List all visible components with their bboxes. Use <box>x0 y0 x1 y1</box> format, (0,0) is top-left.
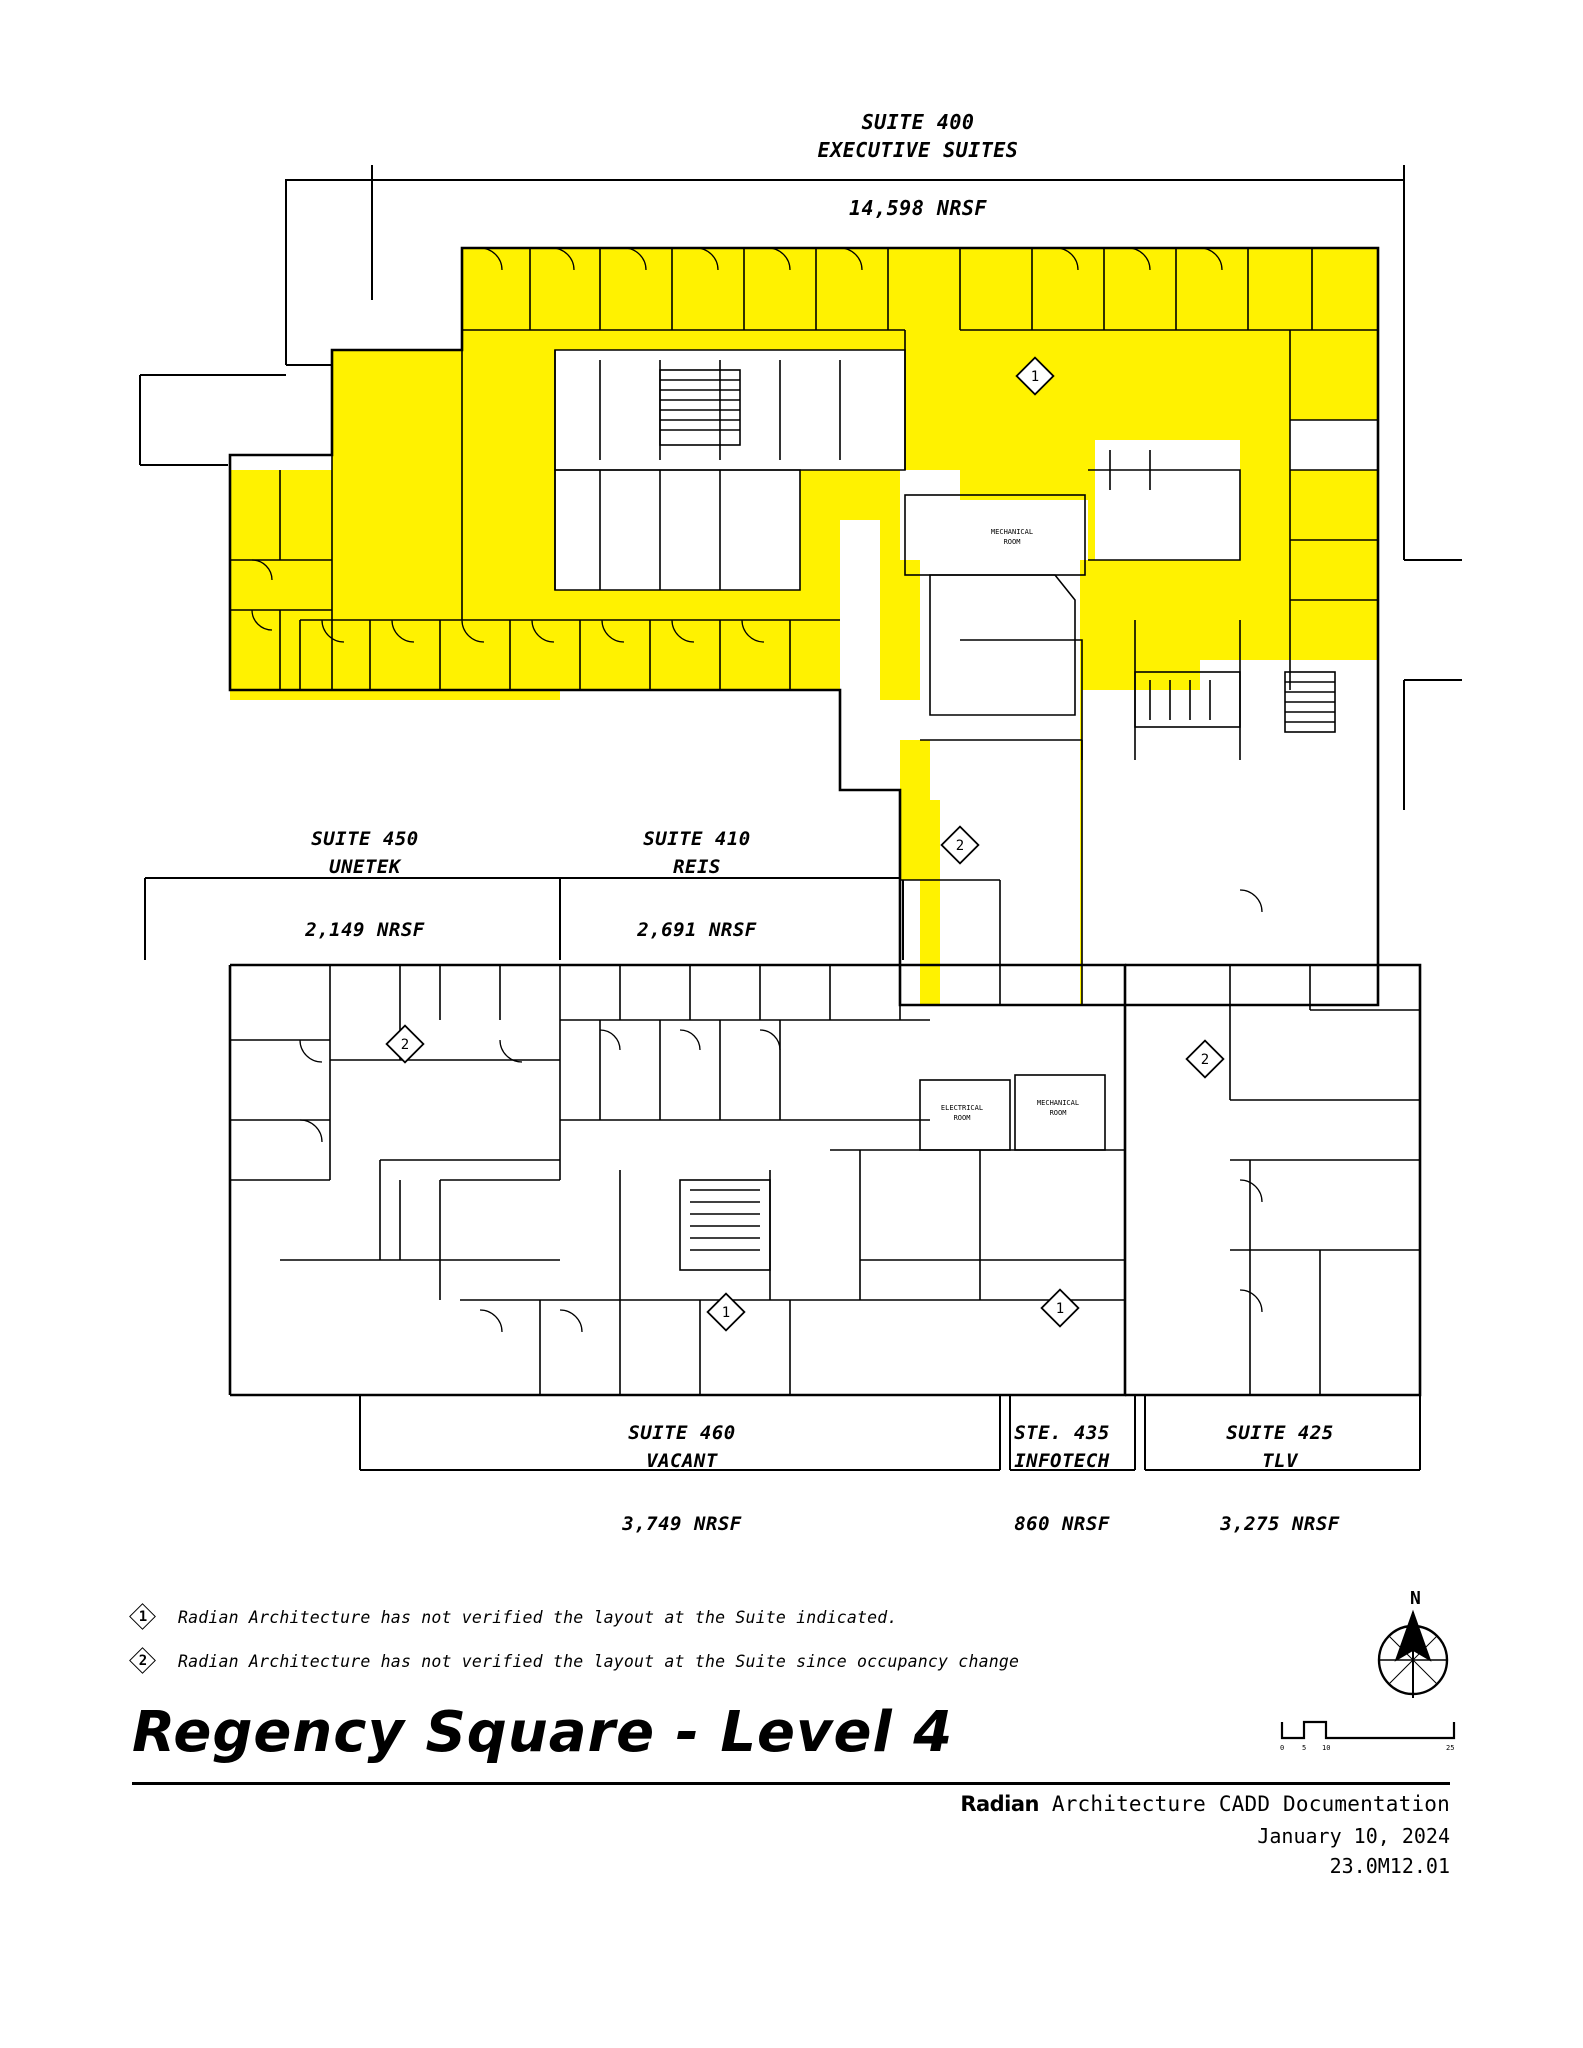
suite-435-tenant: INFOTECH <box>1014 1450 1110 1472</box>
suite-460-number: SUITE 460 <box>628 1422 736 1444</box>
keynote-diamond-1-icon <box>130 1604 156 1630</box>
suite-425-number: SUITE 425 <box>1226 1422 1334 1444</box>
room-label-mechanical-1: MECHANICAL <box>990 528 1034 536</box>
svg-text:25: 25 <box>1446 1744 1455 1752</box>
suite-425-tenant: TLV <box>1262 1450 1298 1472</box>
suite-435-number: STE. 435 <box>1014 1422 1110 1444</box>
svg-text:5: 5 <box>1302 1744 1307 1752</box>
keynote-text-1: Radian Architecture has not verified the layout at the Suite indicated. <box>178 1607 898 1627</box>
suite-435-area: 860 NRSF <box>1014 1513 1110 1535</box>
north-arrow <box>1358 1588 1468 1708</box>
svg-text:ROOM: ROOM <box>1003 538 1021 546</box>
plan-marker-3: 2 <box>400 1037 410 1053</box>
suite-400-area-value: 14,598 <box>849 196 925 220</box>
suite-400-tenant: EXECUTIVE SUITES <box>817 138 1019 162</box>
credit-line <box>0 1792 1450 1816</box>
sheet-title: Regency Square - Level 4 <box>132 1700 954 1765</box>
suite-410-area: 2,691 NRSF <box>637 919 757 941</box>
job-number: 23.0M12.01 <box>1329 1854 1450 1878</box>
svg-text:0: 0 <box>1280 1744 1285 1752</box>
suite-410-number: SUITE 410 <box>643 828 751 850</box>
keynote-text-2: Radian Architecture has not verified the layout at the Suite since occupancy change <box>178 1651 1020 1671</box>
suite-450-number: SUITE 450 <box>311 828 419 850</box>
plan-marker-1: 1 <box>1030 369 1040 385</box>
suite-425-area: 3,275 NRSF <box>1220 1513 1340 1535</box>
suite-410-tenant: REIS <box>673 856 721 878</box>
firm-name: Radian <box>960 1792 1040 1816</box>
svg-text:10: 10 <box>1322 1744 1331 1752</box>
title-rule <box>132 1782 1450 1785</box>
keynote-diamond-2-icon <box>130 1648 156 1674</box>
plan-marker-4: 2 <box>1200 1052 1210 1068</box>
keynote-row-1 <box>130 1595 1090 1639</box>
suite-450-area: 2,149 NRSF <box>305 919 425 941</box>
room-label-mechanical-2: MECHANICAL <box>1036 1099 1080 1107</box>
suite-400-area-unit: NRSF <box>936 196 987 220</box>
suite-460-tenant: VACANT <box>646 1450 718 1472</box>
svg-text:ROOM: ROOM <box>1049 1109 1067 1117</box>
suite-460-area: 3,749 NRSF <box>622 1513 742 1535</box>
scale-bar-icon <box>1278 1716 1458 1766</box>
room-label-electrical: ELECTRICAL <box>940 1104 984 1112</box>
plan-marker-5: 1 <box>721 1305 731 1321</box>
sheet-date: January 10, 2024 <box>1257 1824 1450 1848</box>
keynote-row-2 <box>130 1639 1090 1683</box>
plan-marker-2: 2 <box>955 838 965 854</box>
scale-bar <box>1278 1716 1458 1766</box>
north-label: N <box>1410 1588 1421 1609</box>
svg-text:ROOM: ROOM <box>953 1114 971 1122</box>
keynote-marker-2: 2 <box>138 1653 148 1669</box>
credit-text: Architecture CADD Documentation <box>1039 1792 1450 1816</box>
suite-450-tenant: UNETEK <box>329 856 401 878</box>
plan-marker-6: 1 <box>1055 1301 1065 1317</box>
keynote-marker-1: 1 <box>138 1609 148 1625</box>
suite-400-number: SUITE 400 <box>861 110 975 134</box>
keynote-legend <box>130 1595 1090 1683</box>
